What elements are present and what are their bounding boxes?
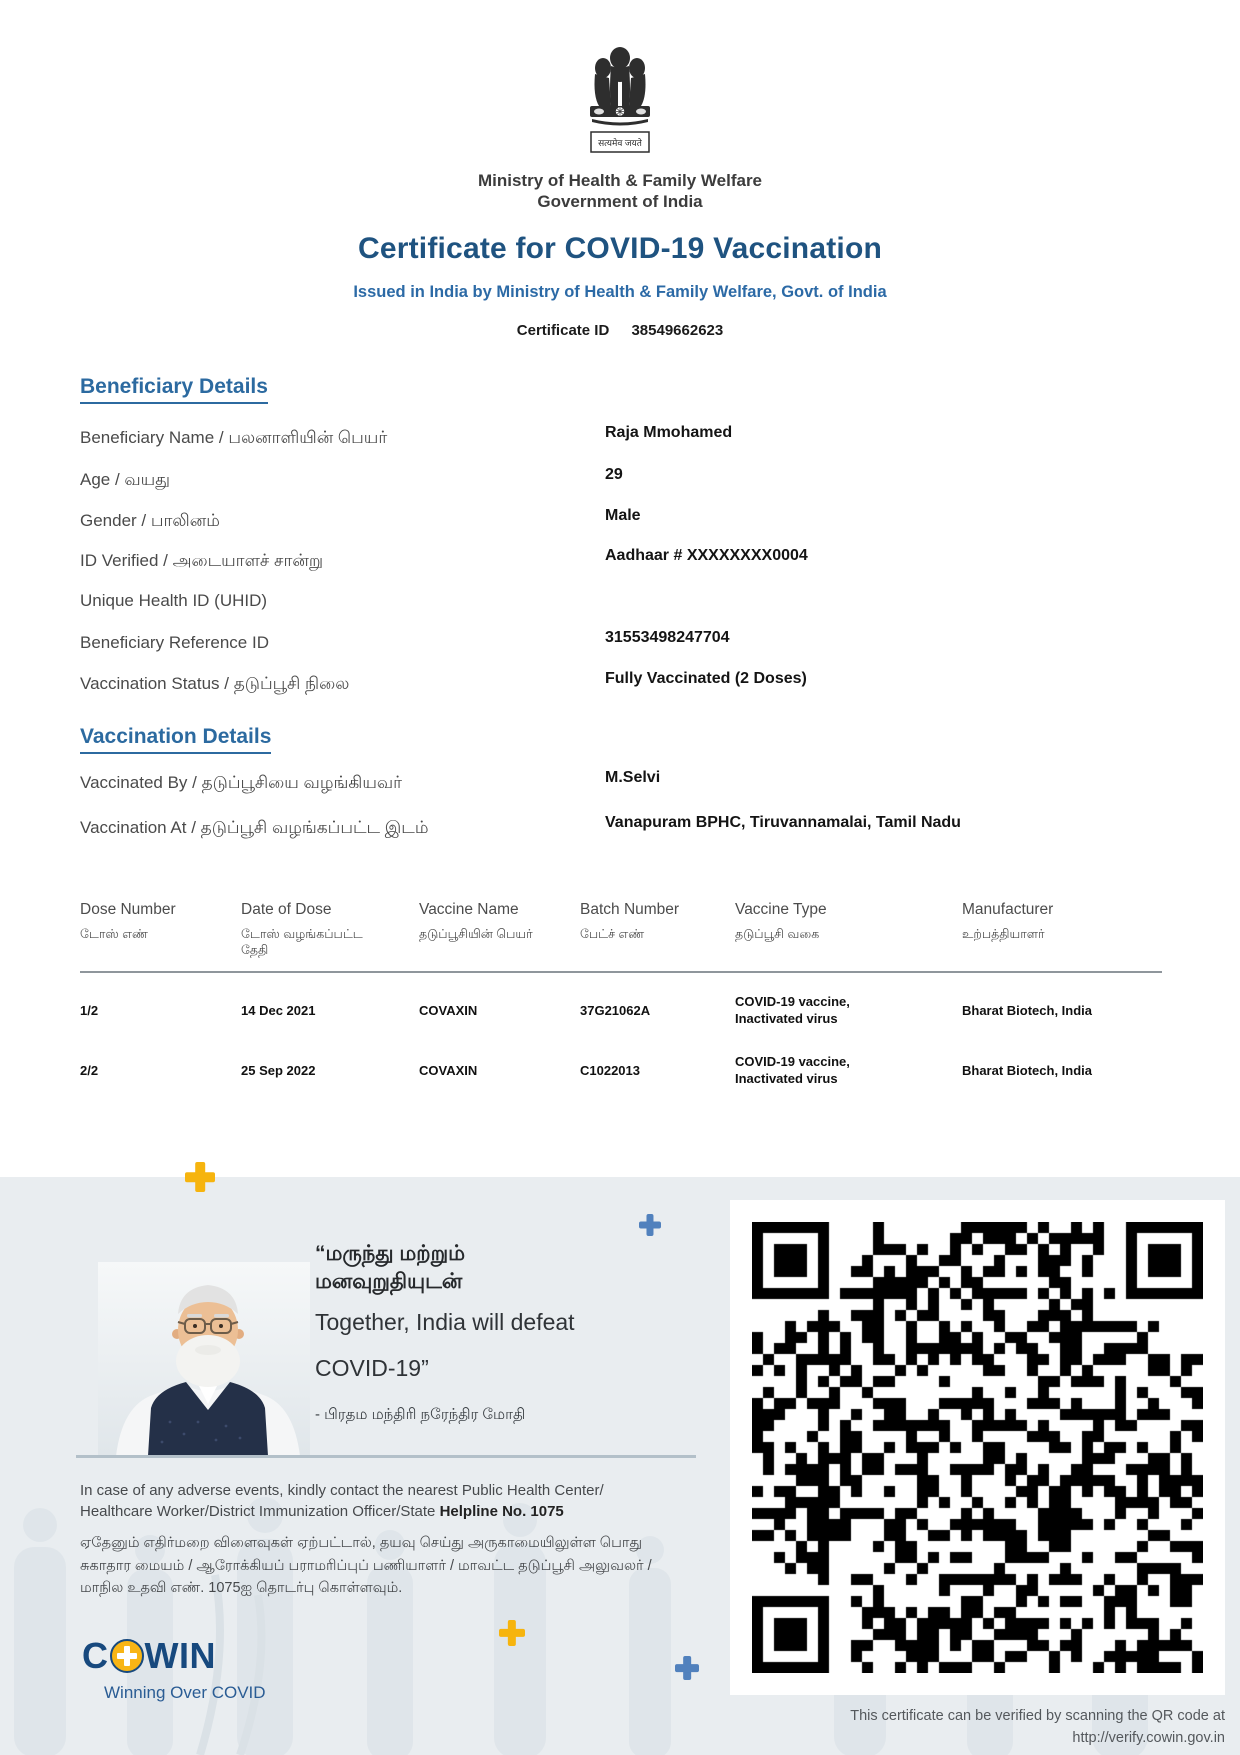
cowin-logo-win: WIN (144, 1635, 216, 1676)
col-header-date-of-dose: Date of Dose (241, 901, 332, 918)
cowin-tagline: Winning Over COVID (104, 1683, 266, 1702)
value-vaccinated-by: M.Selvi (605, 769, 661, 786)
col-header-batch-number: Batch Number (580, 901, 680, 918)
col-header-date-of-dose-ta: டோஸ் வழங்கப்பட்ட தேதி (241, 927, 363, 957)
cell-manufacturer: Bharat Biotech, India (962, 1062, 1093, 1078)
adverse-events-body: In case of any adverse events, kindly contact the nearest Public Health Center/ Healthcare Worker/District Immunization Officer/State (80, 1482, 604, 1520)
footer-panel (0, 1177, 1240, 1755)
label-id-verified: ID Verified / அடையாளச் சான்று (80, 551, 324, 570)
value-vaccination-at: Vanapuram BPHC, Tiruvannamalai, Tamil Nadu (605, 814, 961, 831)
cell-batch-number: C1022013 (580, 1062, 640, 1078)
cell-vaccine-name: COVAXIN (419, 1062, 478, 1078)
plus-decoration-yellow-top (185, 1162, 215, 1192)
qr-code-box (730, 1200, 1225, 1695)
cell-dose-number: 2/2 (80, 1062, 99, 1078)
quote-tamil-line1: “மருந்து மற்றும் (315, 1242, 466, 1265)
certificate-id-label: Certificate ID (516, 322, 610, 339)
col-header-batch-number-ta: பேட்ச் எண் (580, 927, 645, 941)
photo-divider (76, 1455, 696, 1458)
emblem-motto: सत्यमेव जयते (598, 138, 642, 148)
label-beneficiary-reference-id: Beneficiary Reference ID (80, 633, 269, 652)
dose-table (80, 901, 1162, 1093)
label-gender: Gender / பாலினம் (80, 511, 220, 530)
quote-english-line1: Together, India will defeat (315, 1309, 575, 1335)
cowin-plus-icon (110, 1639, 144, 1673)
cell-vaccine-name: COVAXIN (419, 1002, 478, 1018)
plus-decoration-blue-top (639, 1214, 661, 1236)
value-age: 29 (605, 466, 623, 483)
certificate-id-value: 38549662623 (631, 322, 724, 339)
table-row (80, 1047, 1162, 1093)
col-header-manufacturer-ta: உற்பத்தியாளர் (962, 927, 1045, 941)
table-divider (80, 971, 1162, 973)
label-beneficiary-name: Beneficiary Name / பலனாளியின் பெயர் (80, 428, 388, 447)
ministry-line1: Ministry of Health & Family Welfare (477, 171, 763, 190)
pm-quote (315, 1240, 685, 1425)
value-gender: Male (605, 507, 641, 524)
cell-manufacturer: Bharat Biotech, India (962, 1002, 1093, 1018)
india-national-emblem-icon (585, 44, 655, 162)
label-age: Age / வயது (80, 470, 171, 489)
value-beneficiary-reference-id: 31553498247704 (605, 629, 730, 646)
col-header-vaccine-type-ta: தடுப்பூசி வகை (735, 927, 820, 941)
page-subtitle: Issued in India by Ministry of Health & Family Welfare, Govt. of India (353, 283, 887, 301)
col-header-vaccine-type: Vaccine Type (735, 901, 827, 918)
dose-table-header-ta (80, 926, 1162, 958)
value-vaccination-status: Fully Vaccinated (2 Doses) (605, 670, 807, 687)
col-header-dose-number: Dose Number (80, 901, 176, 918)
ministry-header (0, 170, 1240, 212)
cell-date-of-dose: 25 Sep 2022 (241, 1062, 316, 1078)
cell-batch-number: 37G21062A (580, 1002, 651, 1018)
section-title-beneficiary: Beneficiary Details (80, 375, 268, 404)
dose-table-header-en (80, 901, 1162, 919)
table-row (80, 987, 1162, 1033)
cell-dose-number: 1/2 (80, 1002, 99, 1018)
value-beneficiary-name: Raja Mmohamed (605, 424, 733, 441)
quote-tamil-line2: மனவுறுதியுடன் (315, 1270, 463, 1293)
plus-decoration-yellow-bottom (499, 1620, 525, 1646)
cell-vaccine-type: COVID-19 vaccine, Inactivated virus (735, 1054, 850, 1086)
label-vaccinated-by: Vaccinated By / தடுப்பூசியை வழங்கியவர் (80, 773, 403, 792)
qr-code (752, 1222, 1203, 1673)
adverse-events-text-tamil: ஏதேனும் எதிர்மறை விளைவுகள் ஏற்பட்டால், தயவு செய்து அருகாமையிலுள்ள பொது சுகாதார மையம் / ஆரோக்கியப் பராமரிப்புப் பணியாளர் / மாவட்ட தடுப்பூசி அலுவலர் / மாநில உதவி எண். 1075ஐ தொடர்பு கொள்ளவும். (80, 1535, 652, 1596)
verify-line1: This certificate can be verified by scanning the QR code at (850, 1708, 1225, 1724)
ministry-line2: Government of India (537, 192, 703, 211)
adverse-events-text (80, 1480, 658, 1522)
helpline-number: Helpline No. 1075 (439, 1503, 564, 1520)
value-id-verified: Aadhaar # XXXXXXXX0004 (605, 547, 808, 564)
verify-line2: http://verify.cowin.gov.in (1072, 1730, 1225, 1746)
col-header-vaccine-name: Vaccine Name (419, 901, 519, 918)
pm-modi-photo (98, 1262, 310, 1456)
col-header-vaccine-name-ta: தடுப்பூசியின் பெயர் (419, 927, 533, 941)
cowin-logo (82, 1635, 266, 1703)
cell-vaccine-type: COVID-19 vaccine, Inactivated virus (735, 994, 850, 1026)
quote-english-line2: COVID-19” (315, 1355, 429, 1381)
plus-decoration-blue-bottom (675, 1656, 699, 1680)
label-vaccination-at: Vaccination At / தடுப்பூசி வழங்கப்பட்ட இடம் (80, 818, 429, 837)
col-header-manufacturer: Manufacturer (962, 901, 1054, 918)
col-header-dose-number-ta: டோஸ் எண் (80, 927, 148, 941)
verify-text (775, 1705, 1225, 1749)
label-uhid: Unique Health ID (UHID) (80, 591, 268, 610)
page-title: Certificate for COVID-19 Vaccination (357, 232, 882, 265)
cowin-logo-c: C (82, 1635, 109, 1676)
quote-attribution: - பிரதம மந்திரி நரேந்திர மோதி (315, 1406, 526, 1423)
certificate-id-row (0, 322, 1240, 339)
label-vaccination-status: Vaccination Status / தடுப்பூசி நிலை (80, 674, 350, 693)
cell-date-of-dose: 14 Dec 2021 (241, 1002, 316, 1018)
section-title-vaccination: Vaccination Details (80, 725, 271, 754)
